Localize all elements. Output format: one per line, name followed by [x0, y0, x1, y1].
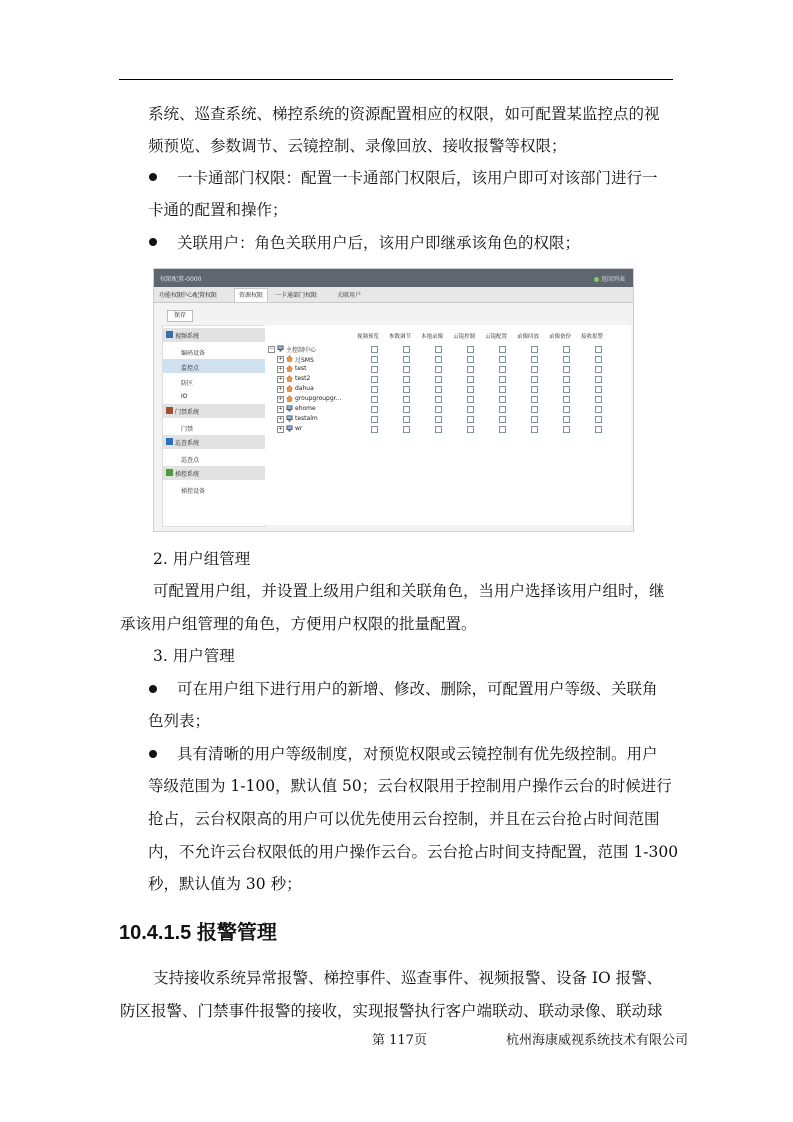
permission-checkbox[interactable]	[403, 386, 410, 393]
monitor-icon	[286, 415, 293, 422]
tree-row	[265, 355, 631, 364]
permission-checkbox[interactable]	[403, 346, 410, 353]
permission-checkbox[interactable]	[499, 416, 506, 423]
paragraph-line: 承该用户组管理的角色，方便用户权限的批量配置。	[120, 615, 477, 633]
permission-checkbox[interactable]	[595, 396, 602, 403]
sidebar-item[interactable]	[163, 374, 265, 388]
sidebar-item-label: 防区	[181, 380, 194, 387]
permission-checkbox[interactable]	[467, 376, 474, 383]
back-to-list-link[interactable]: 返回列表	[594, 274, 625, 283]
paragraph-line: 具有清晰的用户等级制度，对预览权限或云镜控制有优先级控制。用户	[177, 745, 658, 763]
tab-3[interactable]: 一卡通部门权限	[275, 292, 318, 299]
bullet-icon	[149, 750, 157, 758]
home-icon	[286, 395, 293, 402]
permission-checkbox[interactable]	[403, 416, 410, 423]
tree-row	[265, 365, 631, 374]
paragraph-line: 支持接收系统异常报警、梯控事件、巡查事件、视频报警、设备 IO 报警、	[153, 969, 663, 987]
permission-checkbox[interactable]	[531, 406, 538, 413]
sidebar-item[interactable]	[163, 482, 265, 496]
permission-checkbox[interactable]	[435, 376, 442, 383]
header-rule	[119, 79, 673, 80]
list-number-heading: 3. 用户管理	[153, 647, 235, 665]
expand-toggle-icon[interactable]: +	[278, 356, 283, 362]
sidebar-group-header[interactable]	[163, 404, 265, 418]
permission-checkbox[interactable]	[531, 346, 538, 353]
permission-checkbox[interactable]	[403, 376, 410, 383]
permission-checkbox[interactable]	[563, 356, 570, 363]
paragraph-line: 抢占，云台权限高的用户可以优先使用云台控制，并且在云台抢占时间范围	[148, 810, 660, 828]
expand-toggle-icon[interactable]: +	[278, 366, 283, 372]
sidebar-group-label: 巡查系统	[175, 440, 200, 447]
paragraph-line: 一卡通部门权限：配置一卡通部门权限后，该用户即可对该部门进行一	[177, 169, 658, 187]
tree-node-label[interactable]: test2	[295, 375, 311, 382]
expand-toggle-icon[interactable]: +	[278, 376, 283, 382]
tree-node-label[interactable]: ehome	[295, 405, 316, 412]
section-heading: 10.4.1.5 报警管理	[119, 922, 277, 944]
permission-checkbox[interactable]	[531, 416, 538, 423]
permission-checkbox[interactable]	[499, 406, 506, 413]
permission-checkbox[interactable]	[563, 366, 570, 373]
permission-checkbox[interactable]	[531, 356, 538, 363]
tree-node-label[interactable]: 主控制中心	[286, 347, 317, 354]
home-icon	[286, 375, 293, 382]
sidebar-group-label: 梯控系统	[175, 471, 200, 478]
tab-bar	[154, 287, 633, 303]
paragraph-line: 秒，默认值为 30 秒；	[148, 875, 302, 893]
permission-checkbox[interactable]	[531, 426, 538, 433]
permission-checkbox[interactable]	[371, 366, 378, 373]
column-header: 本地录像	[421, 334, 444, 340]
permission-checkbox[interactable]	[403, 356, 410, 363]
permission-checkbox[interactable]	[595, 406, 602, 413]
permission-checkbox[interactable]	[499, 356, 506, 363]
sidebar-group-label: 门禁系统	[175, 409, 200, 416]
paragraph-line: 色列表；	[148, 712, 211, 730]
permission-checkbox[interactable]	[531, 396, 538, 403]
monitor-icon	[286, 425, 293, 432]
permission-checkbox[interactable]	[499, 396, 506, 403]
paragraph-line: 关联用户：角色关联用户后，该用户即继承该角色的权限；	[177, 234, 581, 252]
permission-checkbox[interactable]	[435, 416, 442, 423]
page-number: 第 117页	[372, 1033, 427, 1048]
expand-toggle-icon[interactable]: −	[269, 346, 274, 352]
tree-node-label[interactable]: groupgroupgr...	[295, 395, 342, 402]
permission-checkbox[interactable]	[371, 416, 378, 423]
permission-checkbox[interactable]	[467, 406, 474, 413]
permission-checkbox[interactable]	[467, 356, 474, 363]
permission-checkbox[interactable]	[403, 406, 410, 413]
sidebar-item-label: IO	[181, 393, 188, 400]
group-icon	[166, 331, 173, 338]
permission-checkbox[interactable]	[371, 396, 378, 403]
permission-checkbox[interactable]	[467, 346, 474, 353]
tree-row	[265, 385, 631, 394]
permission-checkbox[interactable]	[499, 366, 506, 373]
permission-checkbox[interactable]	[499, 386, 506, 393]
permission-checkbox[interactable]	[595, 376, 602, 383]
permission-checkbox[interactable]	[467, 426, 474, 433]
tree-row	[265, 425, 631, 434]
paragraph-line: 内，不允许云台权限低的用户操作云台。云台抢占时间支持配置，范围 1-300	[148, 843, 679, 861]
sidebar-item[interactable]	[163, 451, 265, 465]
tab-0[interactable]: 功能权限	[159, 292, 184, 299]
bullet-icon	[149, 685, 157, 693]
permission-checkbox[interactable]	[435, 346, 442, 353]
permission-grid	[265, 325, 631, 525]
column-header: 云镜控制	[453, 334, 476, 340]
sidebar-item[interactable]	[163, 344, 265, 358]
column-header: 录像回放	[517, 334, 540, 340]
column-header: 录像备份	[549, 334, 572, 340]
home-icon	[286, 385, 293, 392]
permission-checkbox[interactable]	[563, 406, 570, 413]
window-titlebar	[154, 269, 633, 287]
permission-checkbox[interactable]	[563, 426, 570, 433]
permission-checkbox[interactable]	[435, 406, 442, 413]
tab-1[interactable]: 中心配置权限	[181, 292, 218, 299]
bullet-icon	[149, 238, 157, 246]
permission-checkbox[interactable]	[435, 366, 442, 373]
permission-checkbox[interactable]	[435, 356, 442, 363]
permission-checkbox[interactable]	[499, 376, 506, 383]
footer-company: 杭州海康威视系统技术有限公司	[506, 1033, 689, 1048]
sidebar-item[interactable]	[163, 420, 265, 434]
permission-checkbox[interactable]	[595, 356, 602, 363]
save-button[interactable]: 保存	[167, 310, 193, 322]
sidebar-item[interactable]	[163, 389, 265, 403]
sidebar-group-label: 视频系统	[175, 333, 200, 340]
home-icon	[286, 355, 293, 362]
tree-row	[265, 415, 631, 424]
expand-toggle-icon[interactable]: +	[278, 386, 283, 392]
resource-sidebar	[162, 325, 266, 527]
window-title: 权限配置-0000	[160, 276, 202, 283]
bullet-icon	[149, 173, 157, 181]
permission-checkbox[interactable]	[563, 346, 570, 353]
permission-checkbox[interactable]	[371, 376, 378, 383]
permission-checkbox[interactable]	[595, 416, 602, 423]
permission-checkbox[interactable]	[403, 426, 410, 433]
permission-checkbox[interactable]	[499, 426, 506, 433]
permission-checkbox[interactable]	[371, 406, 378, 413]
permission-checkbox[interactable]	[403, 396, 410, 403]
sidebar-item-label: 巡查点	[181, 457, 200, 464]
permission-checkbox[interactable]	[371, 356, 378, 363]
tree-node-label[interactable]: wr	[295, 425, 303, 432]
list-number-heading: 2. 用户组管理	[153, 550, 251, 568]
permission-checkbox[interactable]	[531, 376, 538, 383]
tree-row	[265, 405, 631, 414]
paragraph-line: 防区报警、门禁事件报警的接收，实现报警执行客户端联动、联动录像、联动球	[120, 1002, 663, 1020]
sidebar-group-header[interactable]	[163, 466, 265, 480]
column-header: 视频预览	[357, 334, 380, 340]
group-icon	[166, 469, 173, 476]
sidebar-group-header[interactable]	[163, 328, 265, 342]
permission-checkbox[interactable]	[563, 416, 570, 423]
home-icon	[286, 365, 293, 372]
group-icon	[166, 438, 173, 445]
permission-checkbox[interactable]	[435, 386, 442, 393]
tab-4[interactable]: 关联用户	[337, 292, 362, 299]
sidebar-item[interactable]	[163, 359, 265, 373]
column-header: 云镜配置	[485, 334, 508, 340]
tree-row	[265, 395, 631, 404]
monitor-icon	[286, 405, 293, 412]
permission-checkbox[interactable]	[595, 346, 602, 353]
permission-checkbox[interactable]	[467, 366, 474, 373]
sidebar-item-label: 监控点	[181, 365, 200, 372]
permission-checkbox[interactable]	[563, 386, 570, 393]
tree-node-label[interactable]: dahua	[295, 385, 314, 392]
column-header: 参数调节	[389, 334, 412, 340]
paragraph-line: 频预览、参数调节、云镜控制、录像回放、接收报警等权限；	[148, 137, 567, 155]
permission-checkbox[interactable]	[403, 366, 410, 373]
permission-checkbox[interactable]	[435, 396, 442, 403]
sidebar-group-header[interactable]	[163, 435, 265, 449]
paragraph-line: 卡通的配置和操作；	[148, 201, 288, 219]
expand-toggle-icon[interactable]: +	[278, 396, 283, 402]
permission-checkbox[interactable]	[595, 386, 602, 393]
permission-checkbox[interactable]	[595, 366, 602, 373]
group-icon	[166, 407, 173, 414]
permission-checkbox[interactable]	[467, 416, 474, 423]
paragraph-line: 系统、巡查系统、梯控系统的资源配置相应的权限，如可配置某监控点的视	[148, 105, 660, 123]
permission-checkbox[interactable]	[467, 396, 474, 403]
sidebar-item-label: 门禁	[181, 426, 194, 433]
permission-checkbox[interactable]	[499, 346, 506, 353]
expand-toggle-icon[interactable]: +	[278, 406, 283, 412]
permission-checkbox[interactable]	[435, 426, 442, 433]
permission-checkbox[interactable]	[563, 376, 570, 383]
permission-checkbox[interactable]	[595, 426, 602, 433]
paragraph-line: 可在用户组下进行用户的新增、修改、删除，可配置用户等级、关联角	[177, 680, 658, 698]
monitor-icon	[277, 345, 284, 352]
permission-checkbox[interactable]	[531, 366, 538, 373]
permission-checkbox[interactable]	[371, 346, 378, 353]
paragraph-line: 等级范围为 1-100，默认值 50；云台权限用于控制用户操作云台的时候进行	[148, 777, 672, 795]
expand-toggle-icon[interactable]: +	[278, 426, 283, 432]
sidebar-item-label: 编码设备	[181, 350, 206, 357]
permission-checkbox[interactable]	[531, 386, 538, 393]
tree-node-label[interactable]: 过SMS	[295, 357, 314, 364]
expand-toggle-icon[interactable]: +	[278, 416, 283, 422]
embedded-screenshot	[153, 268, 634, 532]
tree-row	[265, 345, 631, 354]
tree-node-label[interactable]: test	[295, 365, 307, 372]
back-icon	[594, 277, 599, 282]
permission-checkbox[interactable]	[467, 386, 474, 393]
tree-row	[265, 375, 631, 384]
column-header: 接收报警	[581, 334, 604, 340]
permission-checkbox[interactable]	[371, 426, 378, 433]
tab-2[interactable]: 资源权限	[234, 288, 268, 302]
sidebar-item-label: 梯控设备	[181, 488, 206, 495]
tree-node-label[interactable]: testalm	[295, 415, 318, 422]
permission-checkbox[interactable]	[371, 386, 378, 393]
paragraph-line: 可配置用户组，并设置上级用户组和关联角色，当用户选择该用户组时，继	[153, 582, 665, 600]
permission-checkbox[interactable]	[563, 396, 570, 403]
